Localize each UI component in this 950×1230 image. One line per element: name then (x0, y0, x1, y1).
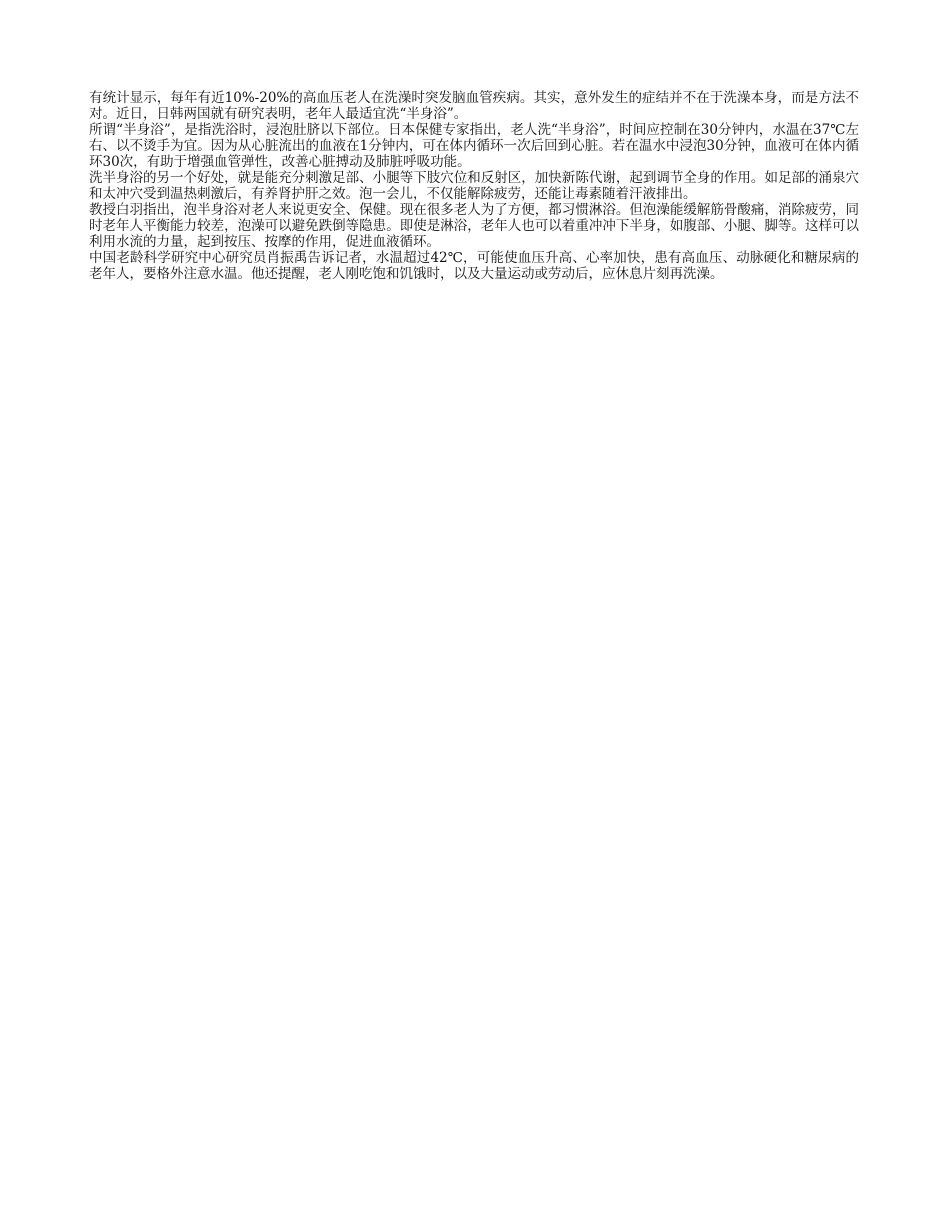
paragraph-5: 中国老龄科学研究中心研究员肖振禹告诉记者，水温超过42℃，可能使血压升高、心率加快，患有高血压、动脉硬化和糖尿病的老年人，要格外注意水温。他还提醒，老人刚吃饱和饥饿时，以及大量运动或劳动后，应休息片刻再洗澡。 (89, 250, 859, 282)
paragraph-1: 有统计显示，每年有近10%-20%的高血压老人在洗澡时突发脑血管疾病。其实，意外发生的症结并不在于洗澡本身，而是方法不对。近日，日韩两国就有研究表明，老年人最适宜洗“半身浴”。 (89, 90, 859, 122)
paragraph-4: 教授白羽指出，泡半身浴对老人来说更安全、保健。现在很多老人为了方便，都习惯淋浴。但泡澡能缓解筋骨酸痛，消除疲劳，同时老年人平衡能力较差，泡澡可以避免跌倒等隐患。即使是淋浴，老年人也可以着重冲冲下半身，如腹部、小腿、脚等。这样可以利用水流的力量，起到按压、按摩的作用，促进血液循环。 (89, 202, 859, 250)
paragraph-3: 洗半身浴的另一个好处，就是能充分刺激足部、小腿等下肢穴位和反射区，加快新陈代谢，起到调节全身的作用。如足部的涌泉穴和太冲穴受到温热刺激后，有养肾护肝之效。泡一会儿，不仅能解除疲劳，还能让毒素随着汗液排出。 (89, 170, 859, 202)
paragraph-2: 所谓“半身浴”，是指洗浴时，浸泡肚脐以下部位。日本保健专家指出，老人洗“半身浴”，时间应控制在30分钟内，水温在37℃左右、以不烫手为宜。因为从心脏流出的血液在1分钟内，可在体内循环一次后回到心脏。若在温水中浸泡30分钟，血液可在体内循环30次，有助于增强血管弹性，改善心脏搏动及肺脏呼吸功能。 (89, 122, 859, 170)
article-body (89, 90, 859, 282)
